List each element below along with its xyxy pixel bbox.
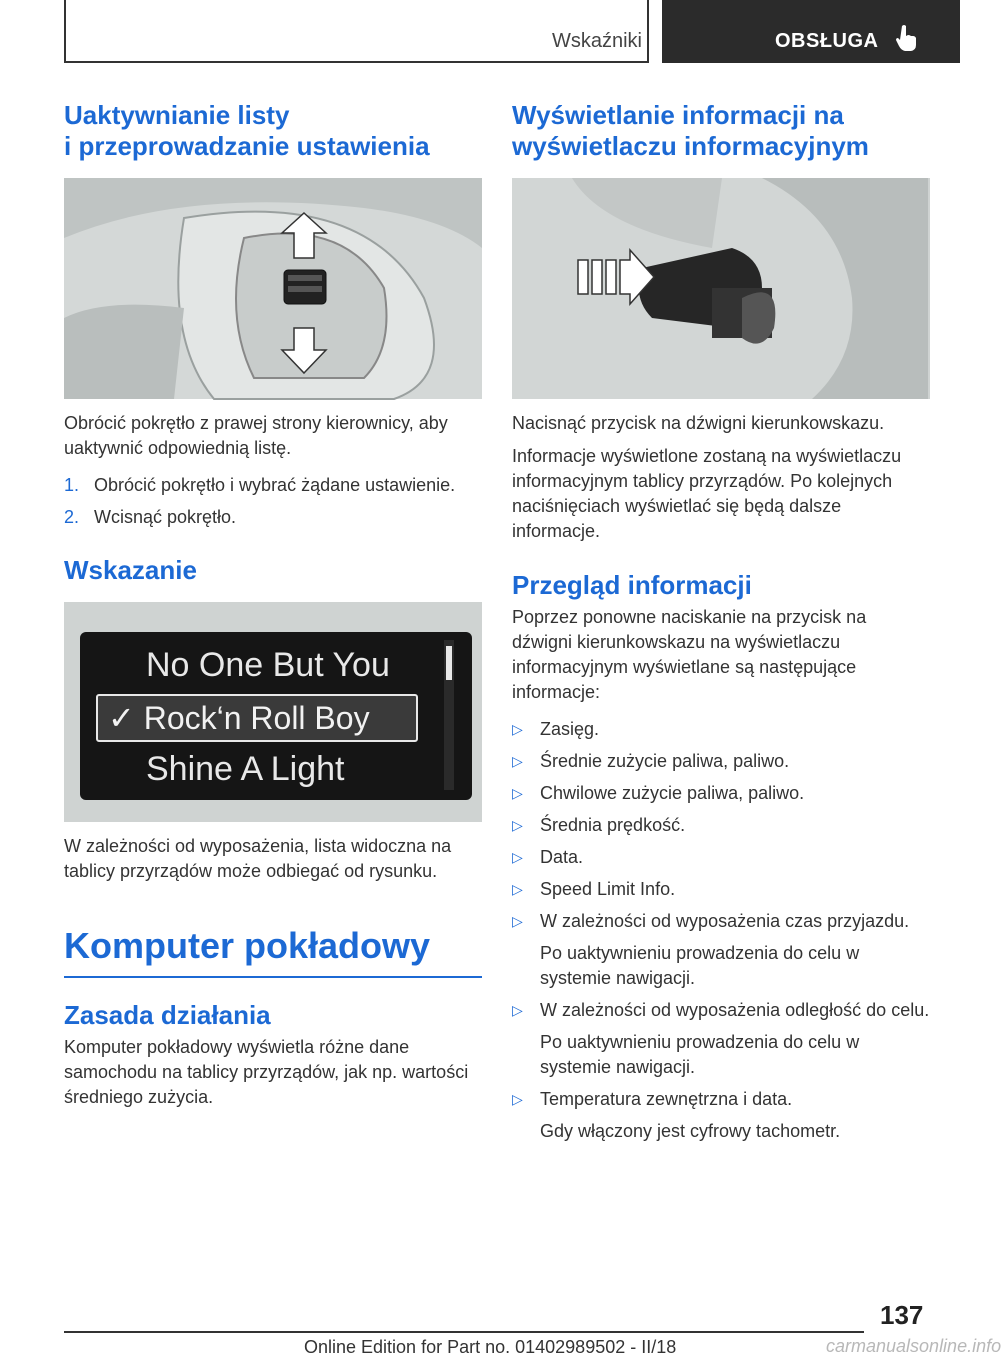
steering-wheel-illustration [64,178,482,399]
steering-wheel-image [64,178,482,399]
list-item-text: Średnia prędkość. [540,815,686,835]
list-item-text: Temperatura zewnętrzna i data. [540,1089,793,1109]
list-item [512,749,930,774]
step-text: Obrócić pokrętło i wybrać żądane ustawienie. [94,475,456,495]
triangle-bullet-icon: ▷ [512,881,523,897]
list-item [64,473,482,498]
display-screen [80,632,472,800]
list-item [512,877,930,902]
lever-illustration [512,178,928,399]
heading-computer: Komputer pokładowy [64,925,431,966]
display-item: Shine A Light [146,750,345,788]
paragraph-rotate: Obrócić pokrętło z prawej strony kierownicy, aby uaktywnić odpowiednią listę. [64,413,448,458]
list-item-text: Średnie zużycie paliwa, paliwo. [540,751,790,771]
triangle-bullet-icon: ▷ [512,785,523,801]
list-item-note: Gdy włączony jest cyfrowy tachometr. [540,1121,841,1141]
display-item: No One But You [146,646,390,684]
footer-rule [64,1331,864,1333]
list-item [512,813,930,838]
triangle-bullet-icon: ▷ [512,849,523,865]
steps-list [64,473,482,530]
list-item [512,717,930,742]
hand-pointer-icon [896,24,918,52]
edition-text: Online Edition for Part no. 01402989502 - II/18 [304,1337,677,1357]
display-image [64,602,482,822]
lever-image [512,178,930,399]
scrollbar-thumb [446,646,452,680]
list-item [512,909,930,934]
list-item-text: W zależności od wyposażenia odległość do celu. [540,1000,930,1020]
list-item-text: Speed Limit Info. [540,879,676,899]
display-item: ✓ Rock‘n Roll Boy [108,700,370,736]
triangle-bullet-icon: ▷ [512,817,523,833]
paragraph-principle: Komputer pokładowy wyświetla różne dane samochodu na tablicy przyrządów, jak np. wartości średniego zużycia. [64,1037,469,1107]
paragraph-press: Nacisnąć przycisk na dźwigni kierunkowskazu. [512,413,885,433]
list-item-text: Data. [540,847,584,867]
triangle-bullet-icon: ▷ [512,753,523,769]
chapter-title: OBSŁUGA [775,30,879,52]
list-item [512,1087,930,1112]
heading-activate-list: Uaktywnianie listy i przeprowadzanie ustawienia [64,100,430,161]
chapter-tab[interactable] [662,0,960,63]
heading-rule [64,976,482,978]
list-item [512,845,930,870]
heading-display: Wskazanie [64,555,197,585]
list-item-note: Po uaktywnieniu prowadzenia do celu w systemie nawigacji. [540,943,860,988]
list-item-text: W zależności od wyposażenia czas przyjazdu. [540,911,910,931]
section-title: Wskaźniki [551,30,642,52]
step-number: 2. [64,507,80,527]
info-list [512,717,930,1144]
list-item-text: Chwilowe zużycie paliwa, paliwo. [540,783,805,803]
heading-info-display: Wyświetlanie informacji na wyświetlaczu informacyjnym [512,100,869,161]
triangle-bullet-icon: ▷ [512,1091,523,1107]
page-number: 137 [880,1300,924,1330]
right-column [512,100,930,1144]
paragraph-info: Informacje wyświetlone zostaną na wyświetlaczu informacyjnym tablicy przyrządów. Po kolejnych naciśnięciach wyświetlać się będą dalsze informacje. [512,446,902,541]
paragraph-display-note: W zależności od wyposażenia, lista widoczna na tablicy przyrządów może odbiegać od rysunku. [64,836,452,881]
triangle-bullet-icon: ▷ [512,913,523,929]
step-number: 1. [64,475,80,495]
triangle-bullet-icon: ▷ [512,721,523,737]
list-item [64,505,482,530]
step-text: Wcisnąć pokrętło. [94,507,237,527]
list-item [512,998,930,1023]
list-item [512,781,930,806]
list-item-note: Po uaktywnieniu prowadzenia do celu w systemie nawigacji. [540,1032,860,1077]
watermark: carmanualsonline.info [826,1336,1001,1356]
paragraph-overview: Poprzez ponowne naciskanie na przycisk na dźwigni kierunkowskazu na wyświetlaczu informacyjnym wyświetlane są następujące informacje: [512,607,867,702]
left-column [64,100,482,1110]
heading-principle: Zasada działania [64,1000,271,1030]
list-item-text: Zasięg. [540,719,600,739]
heading-overview: Przegląd informacji [512,570,752,600]
triangle-bullet-icon: ▷ [512,1002,523,1018]
